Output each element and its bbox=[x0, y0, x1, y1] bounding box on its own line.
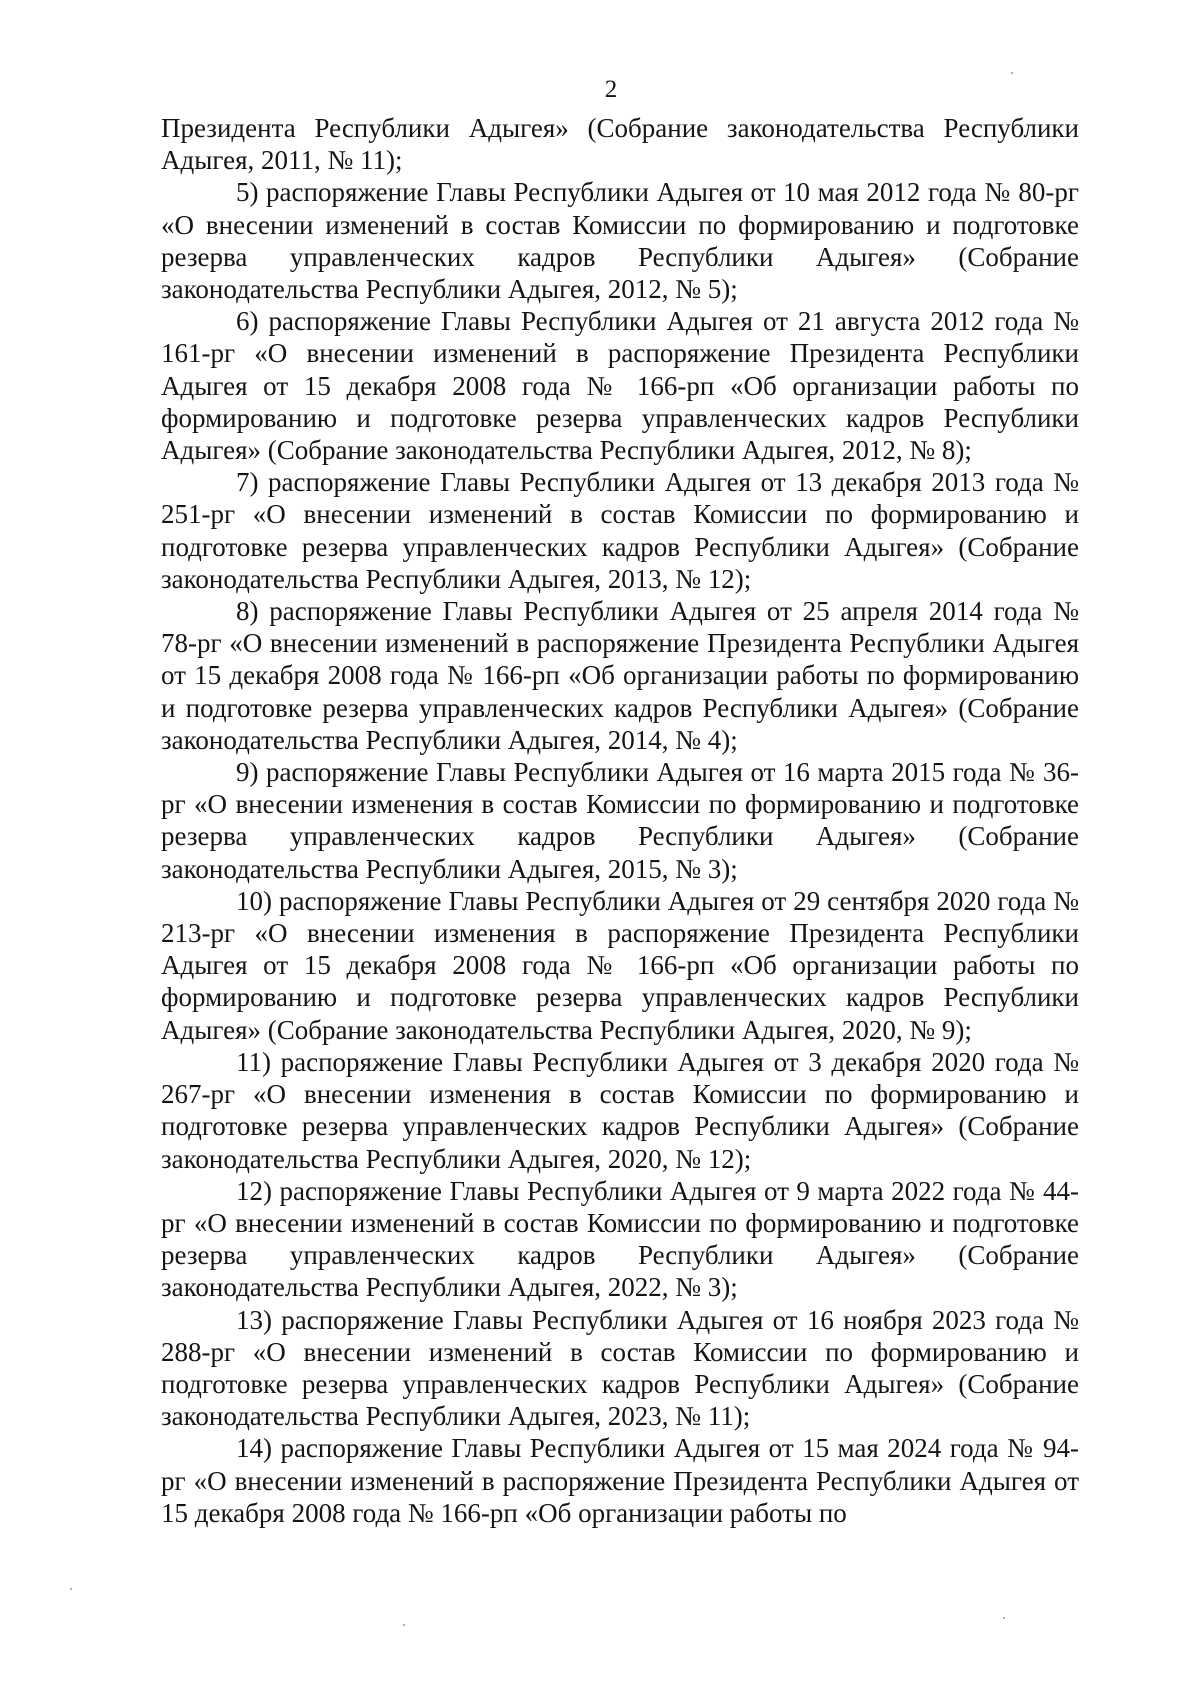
scan-speck bbox=[70, 1588, 72, 1590]
list-item-12: 12) распоряжение Главы Республики Адыгея от 9 марта 2022 года № 44-рг «О внесении изменений в состав Комиссии по формированию и подготовке резерва управленческих кадров Республики Адыгея» (Собрание законодательства Республики Адыгея, 2022, № 3); bbox=[161, 1175, 1079, 1303]
scan-speck bbox=[403, 1624, 405, 1626]
list-item-13: 13) распоряжение Главы Республики Адыгея от 16 ноября 2023 года № 288-рг «О внесении изменений в состав Комиссии по формированию и подготовке резерва управленческих кадров Республики Адыгея» (Собрание законодательства Республики Адыгея, 2023, № 11); bbox=[161, 1304, 1079, 1432]
page-number: 2 bbox=[604, 76, 618, 103]
list-item-6: 6) распоряжение Главы Республики Адыгея от 21 августа 2012 года № 161-рг «О внесении изменений в распоряжение Президента Республики Адыгея от 15 декабря 2008 года № 166-рп «Об организации работы по формированию и подготовке резерва управленческих кадров Республики Адыгея» (Собрание законодательства Республики Адыгея, 2012, № 8); bbox=[161, 306, 1079, 466]
list-item-7: 7) распоряжение Главы Республики Адыгея от 13 декабря 2013 года № 251-рг «О внесении изменений в состав Комиссии по формированию и подготовке резерва управленческих кадров Республики Адыгея» (Собрание законодательства Республики Адыгея, 2013, № 12); bbox=[161, 467, 1079, 594]
list-item-14: 14) распоряжение Главы Республики Адыгея от 15 мая 2024 года № 94-рг «О внесении изменений в распоряжение Президента Республики Адыгея от 15 декабря 2008 года № 166-рп «Об организации работы по bbox=[161, 1433, 1079, 1528]
paragraph-continuation: Президента Республики Адыгея» (Собрание законодательства Республики Адыгея, 2011, № 11); bbox=[161, 113, 1079, 176]
list-item-5: 5) распоряжение Главы Республики Адыгея от 10 мая 2012 года № 80-рг «О внесении изменений в состав Комиссии по формированию и подготовке резерва управленческих кадров Республики Адыгея» (Собрание законодательства Республики Адыгея, 2012, № 5); bbox=[161, 177, 1079, 305]
list-item-11: 11) распоряжение Главы Республики Адыгея от 3 декабря 2020 года № 267-рг «О внесении изменения в состав Комиссии по формированию и подготовке резерва управленческих кадров Республики Адыгея» (Собрание законодательства Республики Адыгея, 2020, № 12); bbox=[161, 1046, 1079, 1174]
scan-speck bbox=[1003, 1617, 1005, 1619]
list-item-8: 8) распоряжение Главы Республики Адыгея от 25 апреля 2014 года № 78-рг «О внесении изменений в распоряжение Президента Республики Адыгея от 15 декабря 2008 года № 166-рп «Об организации работы по формированию и подготовке резерва управленческих кадров Республики Адыгея» (Собрание законодательства Республики Адыгея, 2014, № 4); bbox=[161, 596, 1079, 755]
document-body bbox=[161, 112, 1079, 1529]
list-item-10: 10) распоряжение Главы Республики Адыгея от 29 сентября 2020 года № 213-рг «О внесении изменения в распоряжение Президента Республики Адыгея от 15 декабря 2008 года № 166-рп «Об организации работы по формированию и подготовке резерва управленческих кадров Республики Адыгея» (Собрание законодательства Республики Адыгея, 2020, № 9); bbox=[161, 885, 1079, 1045]
list-item-9: 9) распоряжение Главы Республики Адыгея от 16 марта 2015 года № 36-рг «О внесении изменения в состав Комиссии по формированию и подготовке резерва управленческих кадров Республики Адыгея» (Собрание законодательства Республики Адыгея, 2015, № 3); bbox=[161, 757, 1079, 884]
scan-speck bbox=[1011, 72, 1013, 74]
